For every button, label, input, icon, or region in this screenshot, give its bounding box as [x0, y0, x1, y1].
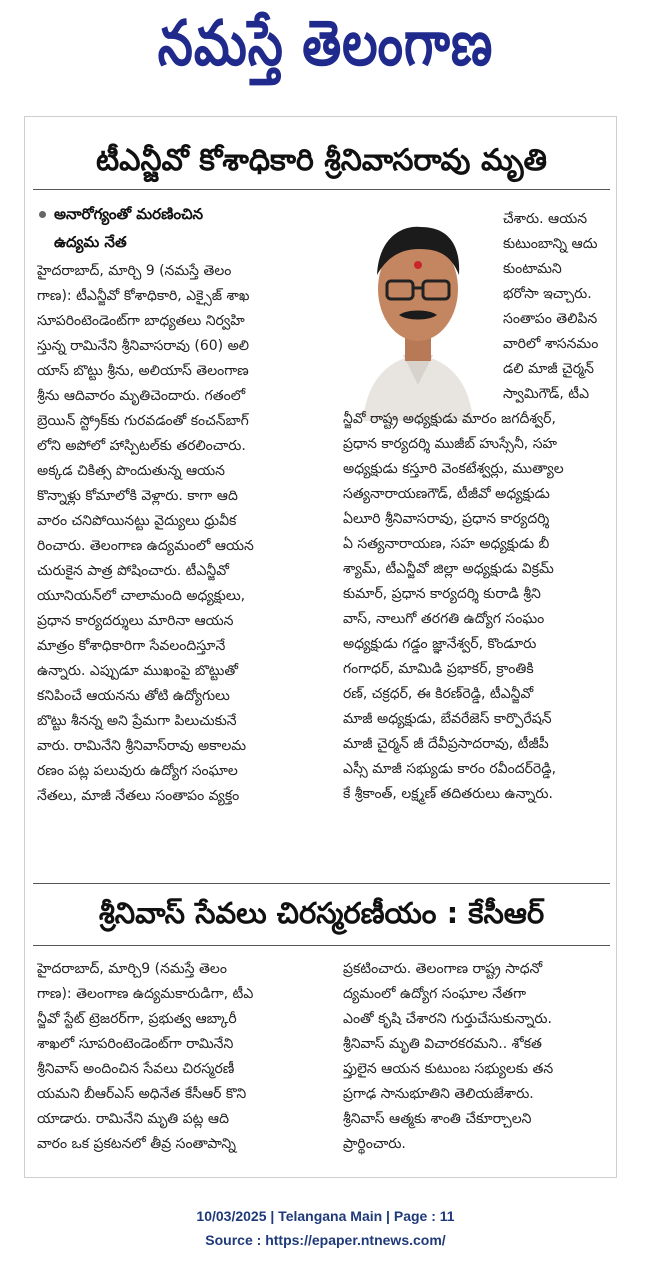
text-line: యూనియన్‌లో చాలామంది అధ్యక్షులు, — [37, 588, 246, 604]
text-line: ప్రకటించారు. తెలంగాణ రాష్ట్ర సాధనో — [343, 961, 543, 977]
article-2-left-column — [37, 957, 331, 1157]
article-2-right-column — [343, 957, 609, 1157]
text-line: సత్యనారాయణగౌడ్, టీజీవో అధ్యక్షుడు — [343, 486, 550, 502]
text-line: వారం చనిపోయినట్టు వైద్యులు ధ్రువీక — [37, 513, 237, 529]
text-line: గాణ): టీఎన్జీవో కోశాధికారి, ఎక్సైజ్ శాఖ — [37, 288, 250, 304]
article-1-headline: టీఎన్జీవో కోశాధికారి శ్రీనివాసరావు మృతి — [96, 143, 547, 178]
text-line: హైదరాబాద్, మార్చి 9 (నమస్తే తెలం — [37, 263, 232, 279]
text-line: శ్రీనివాస్ మృతి విచారకరమని.. శోకత — [343, 1036, 542, 1052]
text-line: సూపరింటెండెంట్‌గా బాధ్యతలు నిర్వహి — [37, 313, 245, 329]
text-line: ప్రగాఢ సానుభూతిని తెలియజేశారు. — [343, 1086, 534, 1102]
text-line: వారం ఒక ప్రకటనలో తీవ్ర సంతాపాన్ని — [37, 1136, 237, 1152]
text-line: రణ్, చక్రధర్, ఈ కిరణ్‌రెడ్డి, టీఎన్జీవో — [343, 686, 534, 702]
text-line: రించారు. తెలంగాణ ఉద్యమంలో ఆయన — [37, 538, 254, 554]
text-line: కుటుంబాన్ని ఆదు — [503, 236, 598, 252]
text-line: చేశారు. ఆయన — [503, 211, 588, 227]
masthead — [0, 0, 651, 92]
text-line: కుంటామని — [503, 261, 562, 277]
text-line: ఏ సత్యనారాయణ, సహ అధ్యక్షుడు బీ — [343, 536, 550, 552]
text-line: శ్యామ్, టీఎన్జీవో జిల్లా అధ్యక్షుడు విక్రమ్ — [343, 561, 554, 577]
text-line: నేతలు, మాజీ నేతలు సంతాపం వ్యక్తం — [37, 788, 240, 804]
text-line: వాస్, నాలుగో తరగతి ఉద్యోగ సంఘం — [343, 611, 545, 627]
text-line: శ్రీను ఆదివారం మృతిచెందారు. గతంలో — [37, 388, 246, 404]
text-line: గంగాధర్, మామిడి ప్రభాకర్, క్రాంతికి — [343, 661, 534, 677]
text-line: డలి మాజీ చైర్మన్ — [503, 361, 594, 377]
headline-rule-2 — [33, 945, 610, 946]
text-line: ఏలూరి శ్రీనివాసరావు, ప్రధాన కార్యదర్శి — [343, 511, 550, 527]
text-line: అక్కడ చికిత్స పొందుతున్న ఆయన — [37, 463, 225, 479]
section-divider — [33, 883, 610, 884]
text-line: లోని అపోలో హాస్పిటల్‌కు తరలించారు. — [37, 438, 246, 454]
text-line: ప్రార్థించారు. — [343, 1136, 406, 1152]
text-line: సంతాపం తెలిపిన — [503, 311, 598, 327]
text-line: ప్రధాన కార్యదర్శులు మారినా ఆయన — [37, 613, 234, 629]
text-line: మాత్రం కోశాధికారిగా సేవలందిస్తూనే — [37, 638, 226, 654]
text-line: చురుకైన పాత్ర పోషించారు. టీఎన్జీవో — [37, 563, 229, 579]
text-line: న్జీవో స్టేట్ ట్రెజరర్‌గా, ప్రభుత్వ ఆబ్కారీ — [37, 1011, 237, 1027]
bullet-icon — [39, 211, 46, 218]
text-line: శ్రీనివాస్ అందించిన సేవలు చిరస్మరణీ — [37, 1061, 235, 1077]
text-line: మాజీ అధ్యక్షుడు, బేవరేజెస్ కార్పొరేషన్ — [343, 711, 552, 727]
news-clipping — [24, 116, 617, 1178]
text-line: యాస్ బొట్టు శ్రీను, అలియాస్ తెలంగాణ — [37, 363, 249, 379]
text-line: కొన్నాళ్లు కోమాలోకి వెళ్లారు. కాగా ఆది — [37, 488, 238, 504]
text-line: యమని బీఆర్‌ఎస్ అధినేత కేసీఆర్ కొని — [37, 1086, 247, 1102]
text-line: కుమార్, ప్రధాన కార్యదర్శి కురాడి శ్రీని — [343, 586, 541, 602]
text-line: కే శ్రీకాంత్, లక్ష్మణ్ తదితరులు ఉన్నారు. — [343, 786, 553, 802]
footer-date-line: 10/03/2025 | Telangana Main | Page : 11 — [196, 1208, 455, 1224]
text-line: ఉన్నారు. ఎప్పుడూ ముఖంపై బొట్టుతో — [37, 663, 239, 679]
masthead-title: నమస్తే తెలంగాణ — [157, 6, 494, 80]
text-line: అధ్యక్షుడు గడ్డం జ్ఞానేశ్వర్, కొండూరు — [343, 636, 537, 652]
text-line: శ్రీనివాస్ ఆత్మకు శాంతి చేకూర్చాలని — [343, 1111, 532, 1127]
text-line: ప్తులైన ఆయన కుటుంబ సభ్యులకు తన — [343, 1061, 554, 1077]
text-line: స్వామిగౌడ్, టీఎ — [503, 386, 590, 402]
text-line: రణం పట్ల పలువురు ఉద్యోగ సంఘాల — [37, 763, 238, 779]
text-line: బొట్టు శీనన్న అని ప్రేమగా పిలుచుకునే — [37, 713, 237, 729]
text-line: మాజీ చైర్మన్ జీ దేవీప్రసాదరావు, టీజీపీ — [343, 736, 549, 752]
text-line: న్జీవో రాష్ట్ర అధ్యక్షుడు మారం జగదీశ్వర్, — [343, 411, 556, 427]
text-line: గాణ): తెలంగాణ ఉద్యమకారుడిగా, టీఎ — [37, 986, 254, 1002]
text-line: ప్రధాన కార్యదర్శి ముజీబ్ హుస్సేనీ, సహ — [343, 436, 557, 452]
article-1-left-column — [37, 259, 333, 809]
text-line: కనిపించే ఆయనను తోటి ఉద్యోగులు — [37, 688, 230, 704]
text-line: భరోసా ఇచ్చారు. — [503, 286, 592, 302]
portrait-photo — [343, 209, 493, 421]
article-1-kicker: అనారోగ్యంతో మరణించిన — [39, 205, 203, 227]
text-line: ఎంతో కృషి చేశారని గుర్తుచేసుకున్నారు. — [343, 1011, 552, 1027]
article-1-right-column — [343, 407, 609, 807]
text-line: యాడారు. రామినేని మృతి పట్ల ఆది — [37, 1111, 229, 1127]
text-line: హైదరాబాద్, మార్చి9 (నమస్తే తెలం — [37, 961, 227, 977]
text-line: శాఖలో సూపరింటెండెంట్‌గా రామినేని — [37, 1036, 234, 1052]
article-1-kicker-line2: ఉద్యమ నేత — [54, 233, 127, 251]
text-line: బ్రెయిన్ స్ట్రోక్‌కు గురవడంతో కంచన్‌బాగ్ — [37, 413, 249, 429]
headline-rule — [33, 189, 610, 190]
text-line: వారు. రామినేని శ్రీనివాస్‌రావు అకాలమ — [37, 738, 247, 754]
article-1-right-column-top — [503, 207, 607, 407]
article-2-headline: శ్రీనివాస్ సేవలు చిరస్మరణీయం : కేసీఆర్ — [98, 896, 545, 930]
text-line: ఎస్సీ మాజీ సభ్యుడు కారం రవీందర్‌రెడ్డి, — [343, 761, 557, 777]
text-line: స్తున్న రామినేని శ్రీనివాసరావు (60) అలి — [37, 338, 250, 354]
text-line: అధ్యక్షుడు కస్తూరి వెంకటేశ్వర్లు, ముత్యాల — [343, 461, 564, 477]
text-line: వారిలో శాసనమం — [503, 336, 599, 352]
text-line: ద్యమంలో ఉద్యోగ సంఘాల నేతగా — [343, 986, 526, 1002]
footer-source-line: Source : https://epaper.ntnews.com/ — [205, 1232, 446, 1248]
